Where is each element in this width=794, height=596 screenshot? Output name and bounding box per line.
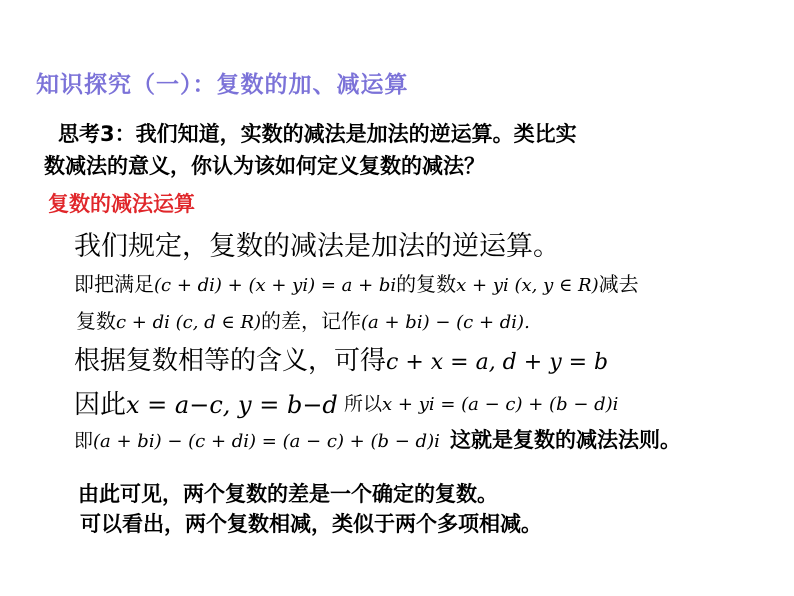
question-line-1: 思考3：我们知道，实数的减法是加法的逆运算。类比实 bbox=[58, 122, 577, 146]
line3-formula2: (a + bi) − (c + di). bbox=[361, 312, 530, 333]
line5b-text: 所以 bbox=[344, 393, 383, 415]
line4-text: 根据复数相等的含义，可得 bbox=[74, 346, 387, 376]
line2-prefix: 即把满足 bbox=[74, 272, 154, 296]
formula-line-3 bbox=[76, 305, 530, 334]
line2-suffix: 减去 bbox=[598, 272, 639, 296]
line6-prefix: 即 bbox=[74, 430, 94, 452]
line3-formula: c + di (c, d ∈ R) bbox=[116, 312, 262, 333]
definition-line: 我们规定，复数的减法是加法的逆运算。 bbox=[74, 231, 560, 262]
conclusion-line-1: 由此可见，两个复数的差是一个确定的复数。 bbox=[78, 482, 498, 506]
page-heading: 知识探究（一）：复数的加、减运算 bbox=[36, 72, 409, 98]
line3-prefix: 复数 bbox=[76, 309, 116, 333]
formula-line-2 bbox=[74, 268, 639, 297]
line4-formula: c + x = a, d + y = b bbox=[386, 350, 609, 375]
conclusion-line-2: 可以看出，两个复数相减，类似于两个多项相减。 bbox=[80, 512, 542, 536]
subtraction-rule-label: 这就是复数的减法法则。 bbox=[450, 428, 681, 452]
section-title: 复数的减法运算 bbox=[48, 192, 195, 216]
line6-formula: (a + bi) − (c + di) = (a − c) + (b − d)i bbox=[93, 431, 440, 452]
line2-formula: (c + di) + (x + yi) = a + bi bbox=[154, 275, 397, 296]
line5-formula: x = a−c, y = b−d bbox=[126, 391, 338, 419]
formula-line-5b bbox=[344, 389, 618, 416]
line2-mid: 的复数 bbox=[396, 272, 457, 296]
line2-formula2: x + yi (x, y ∈ R) bbox=[456, 275, 599, 296]
line5-text: 因此 bbox=[74, 390, 127, 420]
formula-line-6 bbox=[74, 426, 440, 453]
line5b-formula: x + yi = (a − c) + (b − d)i bbox=[382, 394, 619, 415]
question-line-2: 数减法的意义，你认为该如何定义复数的减法？ bbox=[44, 154, 485, 178]
formula-line-4 bbox=[74, 340, 608, 377]
line3-mid: 的差，记作 bbox=[261, 309, 362, 333]
formula-line-5 bbox=[74, 384, 338, 421]
